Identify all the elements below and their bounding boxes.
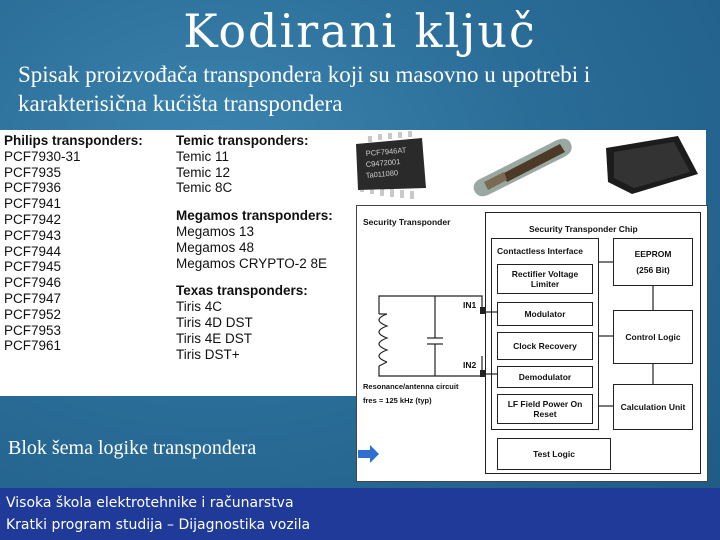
texas-heading: Texas transponders: (176, 283, 308, 299)
philips-item: PCF7936 (4, 180, 62, 196)
vendor-column (176, 133, 333, 362)
temic-item: Temic 11 (176, 148, 230, 164)
philips-item: PCF7935 (4, 164, 62, 180)
philips-item: PCF7946 (4, 275, 62, 291)
texas-item: Tiris 4D DST (176, 314, 253, 330)
philips-item: PCF7961 (4, 338, 62, 354)
chip-marking: PCF7946AT (365, 145, 407, 158)
block-diagram-caption: Blok šema logike transpondera (8, 437, 257, 459)
philips-item: PCF7941 (4, 196, 62, 212)
chip-marking: Ta011080 (365, 168, 399, 180)
clock-recovery-block: Clock Recovery (497, 332, 593, 360)
philips-item: PCF7942 (4, 211, 62, 227)
temic-item: Temic 12 (176, 164, 231, 180)
philips-item: PCF7945 (4, 259, 62, 275)
carbon-key-transponder-image (606, 136, 698, 194)
texas-item: Tiris 4C (176, 299, 222, 315)
philips-item: PCF7952 (4, 306, 62, 322)
arrow-right-icon (358, 443, 380, 465)
texas-item: Tiris 4E DST (176, 330, 253, 346)
in2-label: IN2 (463, 360, 477, 370)
contactless-interface-label: Contactless Interface (497, 246, 583, 256)
frequency-label: fres = 125 kHz (typ) (363, 396, 432, 405)
calculation-unit-block: Calculation Unit (613, 384, 693, 430)
transponder-list-panel (0, 130, 360, 396)
philips-item: PCF7947 (4, 290, 62, 306)
control-logic-block: Control Logic (613, 310, 693, 364)
glass-transponder-image (474, 139, 572, 197)
megamos-item: Megamos 48 (176, 239, 255, 255)
housing-photos (352, 130, 706, 206)
footer-program: Kratki program studija – Dijagnostika vozila (6, 517, 311, 533)
philips-item: PCF7943 (4, 227, 62, 243)
footer-bar (0, 488, 720, 540)
lf-field-block: LF Field Power On Reset (497, 394, 593, 424)
eeprom-size: (256 Bit) (636, 265, 670, 275)
resonance-label: Resonance/antenna circuit (363, 382, 459, 391)
in1-label: IN1 (463, 300, 477, 310)
temic-heading: Temic transponders: (176, 133, 309, 148)
footer-school: Visoka škola elektrotehnike i računarstva (6, 495, 294, 511)
test-logic-block: Test Logic (497, 438, 611, 470)
philips-column (4, 133, 143, 354)
texas-item: Tiris DST+ (176, 346, 240, 362)
rectifier-block: Rectifier Voltage Limiter (497, 264, 593, 294)
philips-item: PCF7930-31 (4, 148, 81, 164)
slide-title: Kodirani ključ (183, 4, 537, 58)
megamos-heading: Megamos transponders: (176, 208, 333, 224)
chip-marking: C9472001 (365, 157, 401, 169)
slide-subtitle: Spisak proizvođača transpondera koji su masovno u upotrebi i karakterisična kućišta transpondera (18, 62, 591, 116)
chip-label: Security Transponder Chip (529, 224, 638, 234)
temic-item: Temic 8C (176, 180, 233, 196)
soic-chip-image (356, 131, 426, 199)
eeprom-label: EEPROM (634, 249, 672, 259)
philips-item: PCF7953 (4, 322, 62, 338)
philips-heading: Philips transponders: (4, 133, 143, 148)
philips-item: PCF7944 (4, 243, 62, 259)
security-transponder-label: Security Transponder (363, 217, 451, 227)
megamos-item: Megamos 13 (176, 223, 255, 239)
megamos-item: Megamos CRYPTO-2 8E (176, 255, 328, 271)
modulator-block: Modulator (497, 302, 593, 326)
demodulator-block: Demodulator (497, 366, 593, 388)
diagram-wiring (357, 206, 709, 483)
block-diagram (356, 205, 708, 482)
transponder-housings (352, 130, 706, 206)
